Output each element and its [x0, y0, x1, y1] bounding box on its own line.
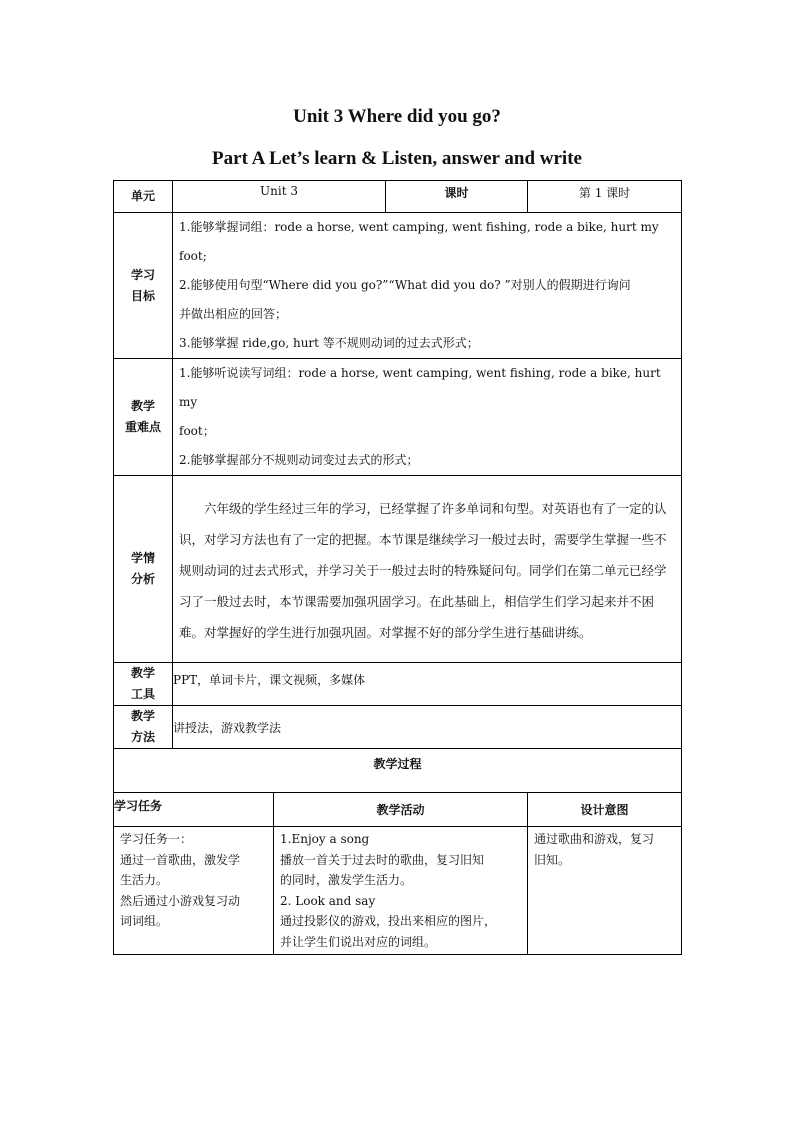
header-row [114, 181, 682, 213]
unit-label: 单元 [114, 181, 173, 213]
lesson-plan-table [113, 180, 682, 955]
intent-cell: 通过歌曲和游戏，复习 旧知。 [528, 827, 682, 955]
col-activity-header: 教学活动 [274, 793, 528, 827]
process-row-1 [114, 827, 682, 955]
process-columns-row [114, 793, 682, 827]
tools-row [114, 663, 682, 706]
objectives-row [114, 213, 682, 359]
key-point-line: foot； [179, 424, 215, 438]
period-label: 课时 [386, 181, 528, 213]
task-cell: 学习任务一： 通过一首歌曲，激发学 生活力。 然后通过小游戏复习动 词词组。 [114, 827, 274, 955]
tools-content: PPT，单词卡片，课文视频，多媒体 [173, 663, 682, 706]
analysis-text: 六年级的学生经过三年的学习，已经掌握了许多单词和句型。对英语也有了一定的认识，对学习方法也有了一定的把握。本节课是继续学习一般过去时，需要学生掌握一些不规则动词的过去式形式，并学习关于一般过去时的特殊疑问句。同学们在第二单元已经学习了一般过去时，本节课需要加强巩固学习。在此基础上，相信学生们学习起来并不困难。对掌握好的学生进行加强巩固。对掌握不好的部分学生进行基础讲练。 [179, 500, 667, 640]
objectives-content [173, 213, 682, 359]
methods-row [114, 706, 682, 749]
unit-value: Unit 3 [173, 181, 386, 213]
objective-line: 1.能够掌握词组：rode a horse, went camping, went fishing, rode a bike, hurt my foot; [179, 220, 659, 263]
objectives-label: 学习 目标 [114, 213, 173, 359]
objective-line: 并做出相应的回答； [179, 307, 288, 321]
period-value: 第 1 课时 [528, 181, 682, 213]
tools-label: 教学 工具 [114, 663, 173, 706]
analysis-label: 学情 分析 [114, 476, 173, 663]
key-point-line: 2.能够掌握部分不规则动词变过去式的形式； [179, 453, 419, 467]
key-points-content [173, 359, 682, 476]
analysis-content [173, 476, 682, 663]
activity-cell: 1.Enjoy a song 播放一首关于过去时的歌曲，复习旧知 的同时，激发学生活力。 2. Look and say 通过投影仪的游戏，投出来相应的图片， 并让学生们说出对应的词组。 [274, 827, 528, 955]
key-points-label: 教学 重难点 [114, 359, 173, 476]
objective-line: 3.能够掌握 ride,go, hurt 等不规则动词的过去式形式； [179, 336, 479, 350]
key-point-line: 1.能够听说读写词组：rode a horse, went camping, went fishing, rode a bike, hurt my [179, 366, 661, 409]
page-subtitle: Part A Let’s learn & Listen, answer and write [212, 148, 582, 169]
process-heading-row [114, 749, 682, 793]
col-intent-header: 设计意图 [528, 793, 682, 827]
analysis-row [114, 476, 682, 663]
methods-content: 讲授法，游戏教学法 [173, 706, 682, 749]
objective-line: 2.能够使用句型“Where did you go?”“What did you do? ”对别人的假期进行询问 [179, 278, 631, 292]
process-heading: 教学过程 [114, 749, 682, 793]
methods-label: 教学 方法 [114, 706, 173, 749]
col-task-header: 学习任务 [114, 793, 274, 827]
key-points-row [114, 359, 682, 476]
page-title: Unit 3 Where did you go? [293, 106, 501, 127]
